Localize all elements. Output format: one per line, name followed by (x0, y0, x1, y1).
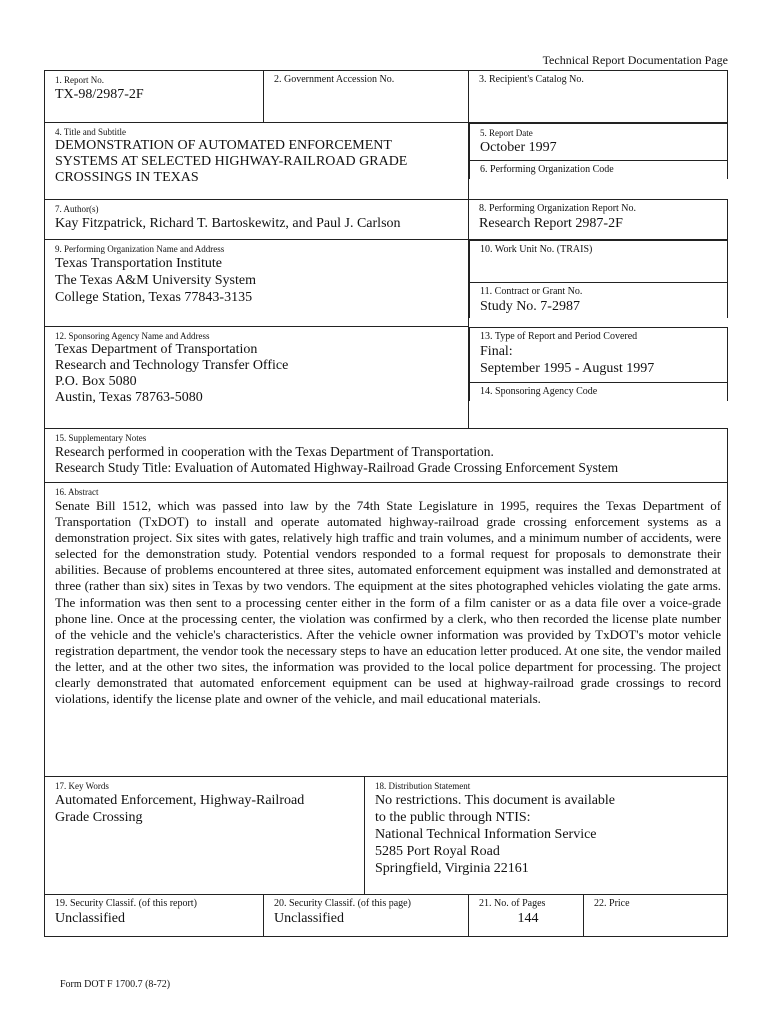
report-type-label: 13. Type of Report and Period Covered (480, 330, 638, 342)
distribution-line: No restrictions. This document is available (375, 793, 616, 808)
pages-cell (469, 895, 584, 937)
title-label: 4. Title and Subtitle (55, 127, 127, 137)
distribution-line: to the public through NTIS: (375, 810, 531, 825)
title-value (55, 138, 462, 186)
report-date-value: October 1997 (480, 140, 557, 155)
contract-cell (470, 283, 728, 319)
perf-org-line: College Station, Texas 77843-3135 (55, 290, 253, 305)
abstract-label: 16. Abstract (55, 487, 99, 497)
abstract-text: Senate Bill 1512, which was passed into law by the 74th State Legislature in 1995, requires the Texas Department of Transportation (TxDOT) to install and operate automated highway-railroad grade crossing enforcement systems as a demonstration project. Six sites with gates, relatively high traffic and train volumes, and a minimum number of accidents, were selected for the demonstration study. Potential vendors responded to a formal request for proposals to demonstrate their abilities. Because of problems encountered at three sites, automated enforcement equipment was installed and demonstrated at three (rather than six) sites in Texas by two vendors. The equipment at the sites photographed vehicles violating the gate arms. The information was then sent to a processing center either in the form of a film canister or as a data file over a voice-grade phone line. Once at the processing center, the violation was confirmed by a clerk, who then recorded the license plate number of the vehicle and the vehicle's characteristics. After the vehicle owner information was provided by TxDOT's motor vehicle registration department, the vendor took the necessary steps to have an education letter produced. At one site, the vendor mailed the letter, and at the other two sites, the information was provided to the local police department for processing. The project clearly demonstrated that automated enforcement equipment can be used at highway-railroad grade crossings to record violations, identify the license plate and owner of the vehicle, and mail educational materials. (55, 498, 722, 707)
perf-org-report-value: Research Report 2987-2F (479, 216, 623, 231)
report-type-value (480, 343, 721, 377)
security-page-value: Unclassified (274, 911, 344, 926)
perf-org-code-label: 6. Performing Organization Code (480, 164, 614, 175)
sponsor-code-label: 14. Sponsoring Agency Code (480, 385, 598, 397)
security-page-cell (264, 895, 469, 937)
pages-label: 21. No. of Pages (479, 898, 546, 909)
distribution-value (375, 792, 721, 877)
title-line: CROSSINGS IN TEXAS (55, 170, 199, 185)
catalog-no-label: 3. Recipient's Catalog No. (479, 74, 584, 85)
work-unit-label: 10. Work Unit No. (TRAIS) (480, 244, 593, 255)
documentation-form (44, 70, 728, 937)
perf-org-name-cell (45, 240, 469, 327)
catalog-no-cell (469, 71, 728, 123)
perf-org-report-cell (469, 200, 728, 240)
distribution-line: 5285 Port Royal Road (375, 844, 500, 859)
abstract-cell (45, 483, 728, 777)
form-footer: Form DOT F 1700.7 (8-72) (60, 979, 171, 990)
key-words-value (55, 792, 358, 826)
key-words-cell (45, 777, 365, 895)
report-no-cell (45, 71, 264, 123)
supplementary-value (55, 444, 721, 476)
distribution-cell (365, 777, 728, 895)
supplementary-cell (45, 429, 728, 483)
security-report-label: 19. Security Classif. (of this report) (55, 898, 197, 909)
authors-label: 7. Author(s) (55, 204, 99, 214)
work-contract-cell (469, 240, 728, 327)
report-type-line: Final: (480, 343, 513, 359)
perf-org-code-cell (470, 161, 728, 180)
supplementary-line: Research performed in cooperation with the Texas Department of Transportation. (55, 444, 494, 459)
title-line: SYSTEMS AT SELECTED HIGHWAY-RAILROAD GRADE (55, 154, 408, 169)
perf-org-line: Texas Transportation Institute (55, 256, 223, 271)
key-words-line: Grade Crossing (55, 810, 143, 825)
date-code-cell (469, 123, 728, 200)
sponsor-line: Research and Technology Transfer Office (55, 358, 289, 373)
price-label: 22. Price (594, 898, 630, 909)
work-unit-cell (470, 241, 728, 283)
supplementary-label: 15. Supplementary Notes (55, 433, 147, 443)
report-type-cell (470, 327, 728, 382)
security-report-cell (45, 895, 264, 937)
sponsor-label: 12. Sponsoring Agency Name and Address (55, 331, 210, 341)
authors-value: Kay Fitzpatrick, Richard T. Bartoskewitz, and Paul J. Carlson (55, 216, 401, 231)
key-words-line: Automated Enforcement, Highway-Railroad (55, 793, 305, 808)
page-header: Technical Report Documentation Page (542, 53, 728, 67)
title-cell (45, 123, 469, 200)
sponsor-value (55, 342, 462, 406)
sponsor-code-cell (470, 382, 728, 401)
authors-cell (45, 200, 469, 240)
security-page-label: 20. Security Classif. (of this page) (274, 898, 411, 909)
report-no-value: TX-98/2987-2F (55, 87, 144, 102)
sponsor-line: P.O. Box 5080 (55, 374, 137, 389)
supplementary-line: Research Study Title: Evaluation of Automated Highway-Railroad Grade Crossing Enforcement System (55, 460, 619, 475)
price-cell (584, 895, 728, 937)
title-line: DEMONSTRATION OF AUTOMATED ENFORCEMENT (55, 138, 392, 153)
gov-accession-label: 2. Government Accession No. (274, 74, 395, 85)
perf-org-name-label: 9. Performing Organization Name and Address (55, 244, 225, 254)
distribution-label: 18. Distribution Statement (375, 781, 471, 791)
report-no-label: 1. Report No. (55, 75, 104, 85)
type-code-cell (469, 327, 728, 429)
distribution-line: Springfield, Virginia 22161 (375, 861, 529, 876)
sponsor-line: Austin, Texas 78763-5080 (55, 390, 203, 405)
report-date-cell (470, 124, 728, 161)
key-words-label: 17. Key Words (55, 781, 109, 791)
contract-label: 11. Contract or Grant No. (480, 286, 583, 297)
pages-value: 144 (517, 911, 539, 926)
security-report-value: Unclassified (55, 911, 125, 926)
perf-org-name-value (55, 255, 462, 306)
gov-accession-cell (264, 71, 469, 123)
sponsor-cell (45, 327, 469, 429)
perf-org-line: The Texas A&M University System (55, 273, 256, 288)
contract-value: Study No. 7-2987 (480, 299, 580, 314)
report-date-label: 5. Report Date (480, 128, 533, 138)
distribution-line: National Technical Information Service (375, 827, 597, 842)
report-type-line: September 1995 - August 1997 (480, 360, 655, 376)
perf-org-report-label: 8. Performing Organization Report No. (479, 203, 637, 214)
sponsor-line: Texas Department of Transportation (55, 342, 258, 357)
